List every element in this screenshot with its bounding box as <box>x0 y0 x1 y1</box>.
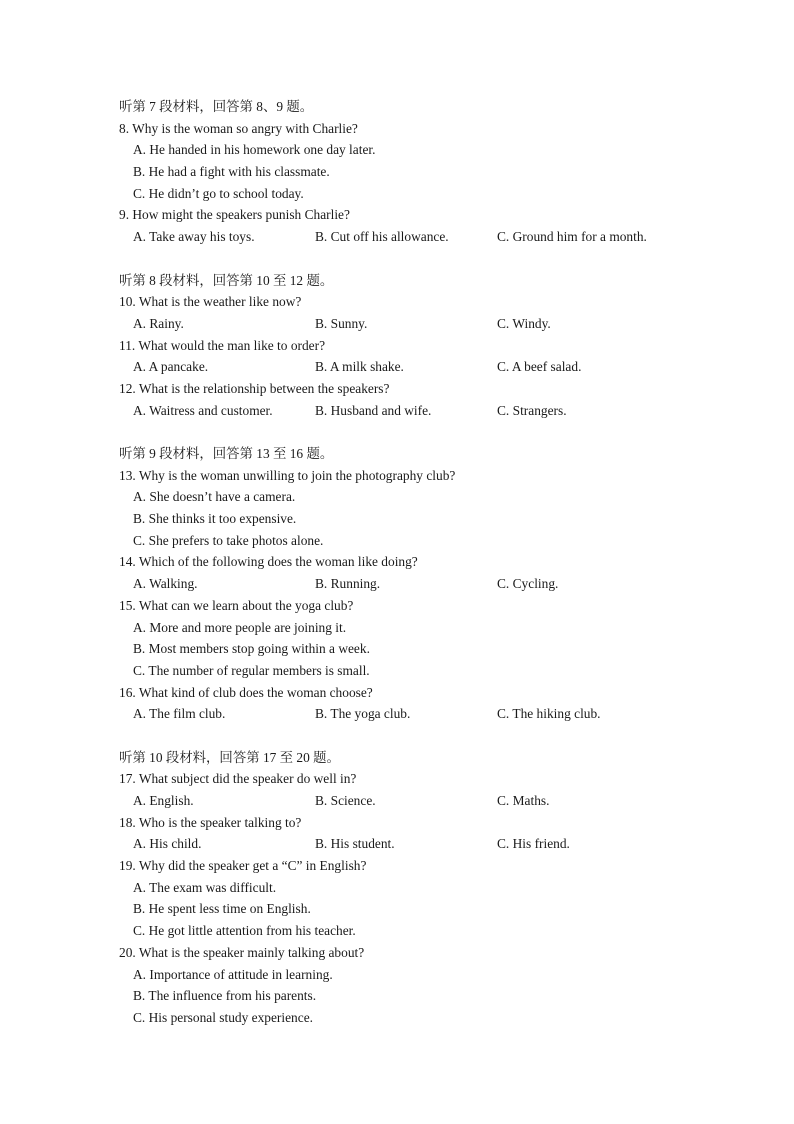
option-row <box>119 313 719 335</box>
question-text: 20. What is the speaker mainly talking about? <box>119 944 365 960</box>
option-row <box>119 833 719 855</box>
question-text: 19. Why did the speaker get a “C” in English? <box>119 858 367 874</box>
option-c: C. Strangers. <box>497 402 567 418</box>
option-c: C. His personal study experience. <box>133 1009 313 1025</box>
section-heading: 听第 10 段材料，回答第 17 至 20 题。 <box>119 749 340 765</box>
question-text: 12. What is the relationship between the speakers? <box>119 380 390 396</box>
option-c: C. Windy. <box>497 315 551 331</box>
option-c: C. Ground him for a month. <box>497 229 647 245</box>
option-b: B. Running. <box>315 576 381 592</box>
option-b: B. Cut off his allowance. <box>315 229 449 245</box>
option-a: A. He handed in his homework one day later. <box>133 142 376 158</box>
option-b: B. His student. <box>315 836 395 852</box>
option-row <box>119 356 719 378</box>
option-c: C. The number of regular members is small. <box>133 662 370 678</box>
option-a: A. Take away his toys. <box>133 229 255 245</box>
option-c: C. He didn’t go to school today. <box>133 185 304 201</box>
option-a: A. Rainy. <box>133 315 184 331</box>
option-b: B. She thinks it too expensive. <box>133 511 297 527</box>
option-b: B. Science. <box>315 793 376 808</box>
question-text: 18. Who is the speaker talking to? <box>119 814 302 830</box>
question-text: 11. What would the man like to order? <box>119 337 326 353</box>
section-heading: 听第 8 段材料，回答第 10 至 12 题。 <box>119 272 334 288</box>
option-a: A. The film club. <box>133 706 226 722</box>
question-text: 16. What kind of club does the woman choose? <box>119 684 373 700</box>
option-c: C. She prefers to take photos alone. <box>133 532 324 548</box>
option-c: C. He got little attention from his teacher. <box>133 923 356 939</box>
section-heading: 听第 7 段材料，回答第 8、9 题。 <box>119 99 314 114</box>
option-c: C. Cycling. <box>497 576 559 592</box>
option-c: C. His friend. <box>497 836 570 852</box>
question-text: 15. What can we learn about the yoga club? <box>119 597 354 613</box>
exam-page <box>119 96 719 1029</box>
option-row <box>119 400 719 422</box>
question-text: 14. Which of the following does the woman like doing? <box>119 554 418 570</box>
option-row <box>119 703 719 725</box>
option-a: A. Importance of attitude in learning. <box>133 966 333 982</box>
option-row <box>119 226 719 248</box>
option-a: A. A pancake. <box>133 359 209 375</box>
question-text: 8. Why is the woman so angry with Charlie? <box>119 120 358 136</box>
option-row <box>119 573 719 595</box>
option-a: A. The exam was difficult. <box>133 879 277 895</box>
question-text: 17. What subject did the speaker do well in? <box>119 771 357 787</box>
option-a: A. Walking. <box>133 576 198 592</box>
option-b: B. A milk shake. <box>315 359 404 375</box>
option-b: B. The influence from his parents. <box>133 988 317 1004</box>
option-a: A. More and more people are joining it. <box>133 619 347 635</box>
option-b: B. He spent less time on English. <box>133 901 311 917</box>
option-a: A. English. <box>133 793 194 808</box>
section-spacer <box>119 725 719 747</box>
section-spacer <box>119 421 719 443</box>
question-text: 13. Why is the woman unwilling to join the photography club? <box>119 467 456 483</box>
option-b: B. Sunny. <box>315 315 368 331</box>
question-text: 9. How might the speakers punish Charlie? <box>119 207 350 223</box>
option-a: A. His child. <box>133 836 202 852</box>
option-b: B. Most members stop going within a week. <box>133 641 370 657</box>
option-c: C. A beef salad. <box>497 359 582 375</box>
option-b: B. The yoga club. <box>315 706 411 722</box>
question-text: 10. What is the weather like now? <box>119 294 302 310</box>
section-heading: 听第 9 段材料，回答第 13 至 16 题。 <box>119 446 334 461</box>
option-a: A. Waitress and customer. <box>133 402 273 418</box>
option-b: B. He had a fight with his classmate. <box>133 164 330 180</box>
option-a: A. She doesn’t have a camera. <box>133 489 296 505</box>
option-c: C. Maths. <box>497 793 550 808</box>
section-spacer <box>119 248 719 270</box>
option-c: C. The hiking club. <box>497 706 601 722</box>
option-row <box>119 790 719 812</box>
option-b: B. Husband and wife. <box>315 402 432 418</box>
